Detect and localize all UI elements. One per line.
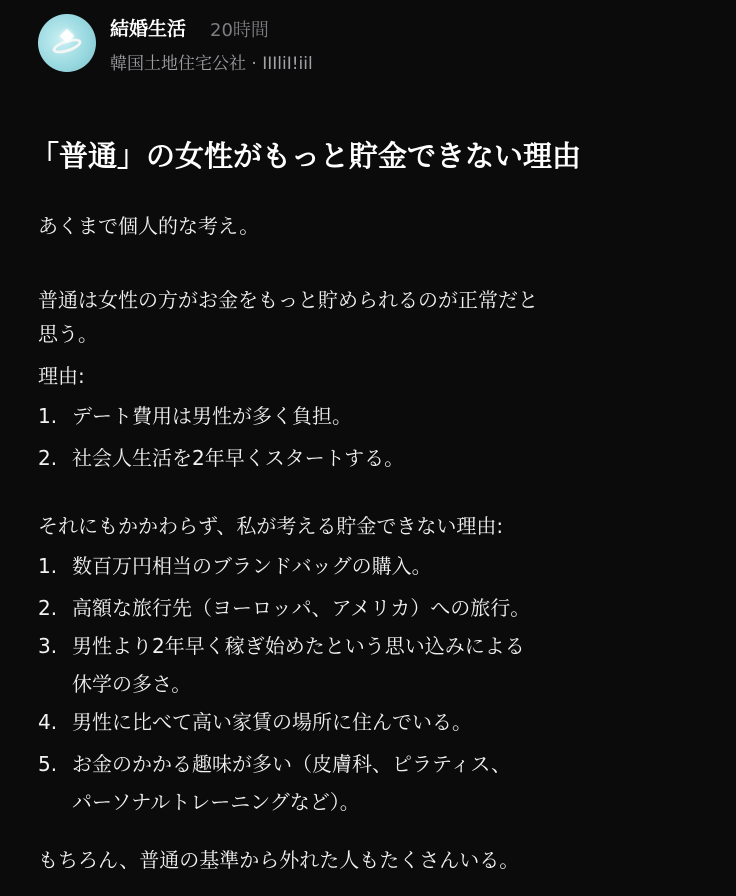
list-text: 高額な旅行先（ヨーロッパ、アメリカ）への旅行。	[72, 596, 531, 620]
list-number: 2.	[38, 596, 58, 620]
closing-text: もちろん、普通の基準から外れた人もたくさんいる。	[38, 848, 520, 872]
post-title: 「普通」の女性がもっと貯金できない理由	[30, 139, 582, 173]
account-name[interactable]: 結婚生活	[110, 18, 187, 40]
list-item	[38, 402, 352, 430]
list-number: 3.	[38, 634, 58, 658]
avatar[interactable]	[38, 14, 96, 72]
list-item	[38, 444, 404, 472]
list-item	[38, 750, 511, 778]
list-text: 男性に比べて高い家賃の場所に住んでいる。	[72, 710, 472, 734]
list-number: 4.	[38, 710, 58, 734]
list-text: デート費用は男性が多く負担。	[72, 404, 352, 428]
paragraph-line: 普通は女性の方がお金をもっと貯められるのが正常だと	[38, 288, 538, 312]
list-item	[38, 632, 525, 660]
list-text: お金のかかる趣味が多い（皮膚科、ピラティス、	[72, 752, 511, 776]
reason-label: 理由:	[38, 364, 85, 388]
account-subtitle: 韓国土地住宅公社 · IIIliI!iil	[110, 54, 313, 74]
intro-text: あくまで個人的な考え。	[38, 214, 260, 238]
list-number: 1.	[38, 404, 58, 428]
list-number: 5.	[38, 752, 58, 776]
list-item	[38, 552, 432, 580]
list-text: 数百万円相当のブランドバッグの購入。	[72, 554, 432, 578]
paragraph-line: それにもかかわらず、私が考える貯金できない理由:	[38, 514, 504, 538]
list-item	[38, 708, 472, 736]
list-number: 2.	[38, 446, 58, 470]
post-timestamp: 20時間	[210, 20, 269, 41]
list-number: 1.	[38, 554, 58, 578]
post-header	[38, 14, 718, 74]
paragraph-line: 思う。	[38, 322, 98, 346]
list-text: 社会人生活を2年早くスタートする。	[72, 446, 405, 470]
list-item	[38, 594, 530, 622]
list-item-continuation: パーソナルトレーニングなど）。	[72, 790, 360, 814]
list-text: 男性より2年早く稼ぎ始めたという思い込みによる	[72, 634, 525, 658]
list-item-continuation: 休学の多さ。	[72, 672, 192, 696]
